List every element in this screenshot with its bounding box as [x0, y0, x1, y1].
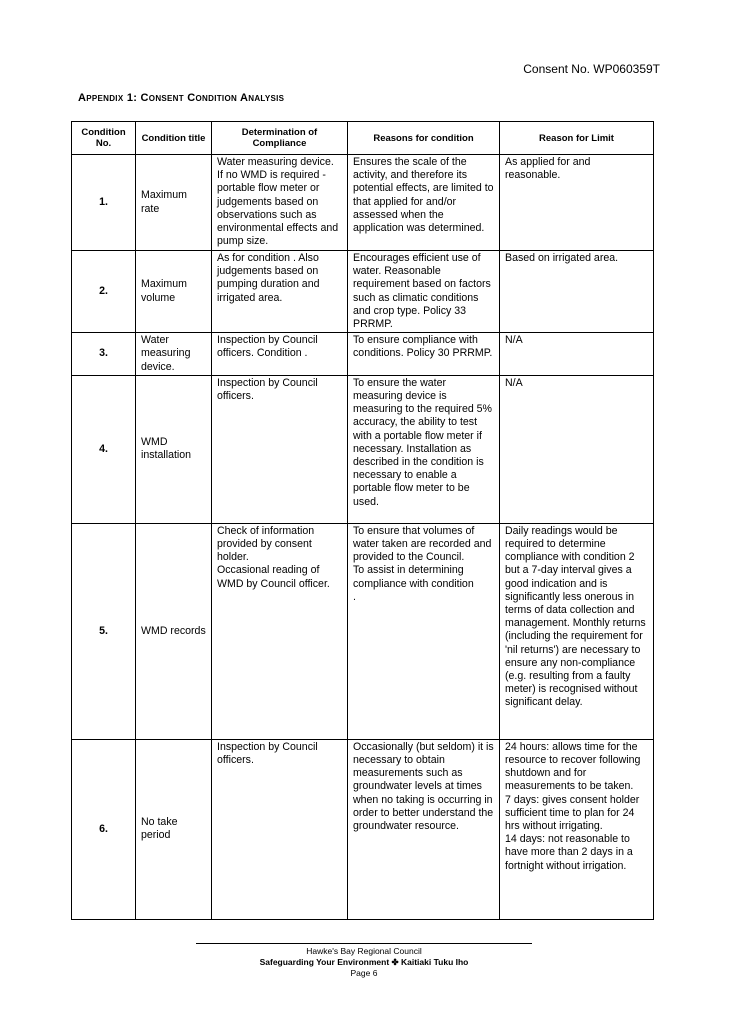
- determination-cell: Inspection by Council officers. Condition .: [212, 333, 348, 376]
- condition-title: Maximum volume: [136, 251, 212, 333]
- table-row: [72, 739, 654, 919]
- column-header-reason-for-limit: Reason for Limit: [500, 122, 654, 155]
- condition-title: Water measuring device.: [136, 333, 212, 376]
- condition-title: WMD records: [136, 523, 212, 739]
- table-header: [72, 122, 654, 155]
- determination-cell: Inspection by Council officers.: [212, 739, 348, 919]
- table-row: [72, 251, 654, 333]
- reasons-cell: Ensures the scale of the activity, and therefore its potential effects, are limited to that applied for and/or assessed when the application was determined.: [348, 155, 500, 251]
- footer-tagline: Safeguarding Your Environment ✤ Kaitiaki Tuku Iho: [259, 957, 469, 967]
- condition-title: No take period: [136, 739, 212, 919]
- column-header-condition-no: Condition No.: [72, 122, 136, 155]
- page-footer: [196, 943, 532, 979]
- consent-number: Consent No. WP060359T: [523, 62, 660, 76]
- reasons-cell: Occasionally (but seldom) it is necessary to obtain measurements such as groundwater levels at times when no taking is occurring in order to better understand the groundwater resource.: [348, 739, 500, 919]
- table-row: [72, 375, 654, 523]
- table-row: [72, 333, 654, 376]
- limit-cell: N/A: [500, 375, 654, 523]
- appendix-title: Appendix 1: Consent Condition Analysis: [78, 92, 285, 104]
- determination-cell: Inspection by Council officers.: [212, 375, 348, 523]
- table-row: [72, 155, 654, 251]
- table-row: [72, 523, 654, 739]
- condition-number: 2.: [72, 251, 136, 333]
- column-header-condition-title: Condition title: [136, 122, 212, 155]
- column-header-determination: Determination of Compliance: [212, 122, 348, 155]
- header-row: [72, 122, 654, 155]
- limit-cell: N/A: [500, 333, 654, 376]
- condition-analysis-table: [71, 121, 654, 920]
- determination-cell: As for condition . Also judgements based on pumping duration and irrigated area.: [212, 251, 348, 333]
- condition-number: 6.: [72, 739, 136, 919]
- limit-cell: As applied for and reasonable.: [500, 155, 654, 251]
- condition-title: Maximum rate: [136, 155, 212, 251]
- reasons-cell: To ensure compliance with conditions. Policy 30 PRRMP.: [348, 333, 500, 376]
- table-body: [72, 155, 654, 920]
- reasons-cell: To ensure the water measuring device is measuring to the required 5% accuracy, the ability to test with a portable flow meter if necessary. Installation as described in the condition is necessary to enable a portable flow meter to be used.: [348, 375, 500, 523]
- determination-cell: Water measuring device. If no WMD is required - portable flow meter or judgements based on observations such as environmental effects and pump size.: [212, 155, 348, 251]
- footer-page-number: Page 6: [350, 968, 378, 978]
- limit-cell: Based on irrigated area.: [500, 251, 654, 333]
- condition-title: WMD installation: [136, 375, 212, 523]
- limit-cell: 24 hours: allows time for the resource to recover following shutdown and for measurements to be taken. 7 days: gives consent holder sufficient time to plan for 24 hrs without irrigating. 14 days: not reasonable to have more than 2 days in a fortnight without irrigation.: [500, 739, 654, 919]
- condition-number: 5.: [72, 523, 136, 739]
- column-header-reasons: Reasons for condition: [348, 122, 500, 155]
- condition-number: 1.: [72, 155, 136, 251]
- reasons-cell: Encourages efficient use of water. Reasonable requirement based on factors such as climatic conditions and crop type. Policy 33 PRRMP.: [348, 251, 500, 333]
- reasons-cell: To ensure that volumes of water taken are recorded and provided to the Council. To assist in determining compliance with condition .: [348, 523, 500, 739]
- condition-number: 3.: [72, 333, 136, 376]
- footer-organization: Hawke's Bay Regional Council: [306, 946, 422, 956]
- limit-cell: Daily readings would be required to determine compliance with condition 2 but a 7-day interval gives a good indication and is significantly less onerous in terms of data collection and management. Monthly returns (including the requirement for 'nil returns') are necessary to ensure any non-compliance (e.g. resulting from a faulty meter) is recognised without significant delay.: [500, 523, 654, 739]
- determination-cell: Check of information provided by consent holder. Occasional reading of WMD by Council officer.: [212, 523, 348, 739]
- condition-number: 4.: [72, 375, 136, 523]
